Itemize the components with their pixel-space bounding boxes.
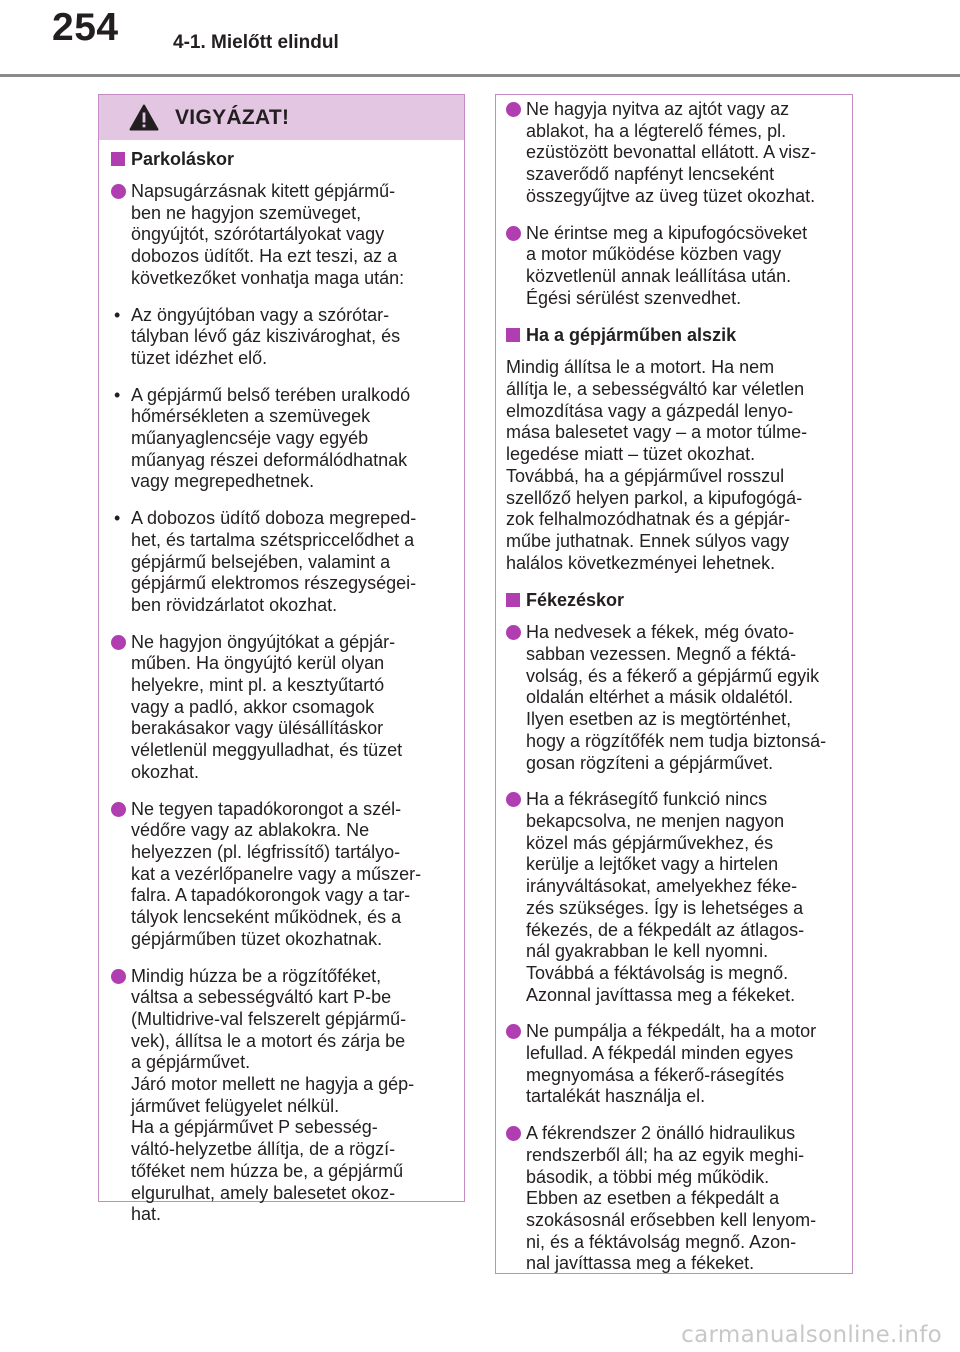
bullet-text: Ne hagyja nyitva az ajtót vagy az ablakot, ha a légterelő fémes, pl. ezüstözött bevonattal ellátott. A visz- szaverődő napfényt lencseként összegyűjtve az üveg tüzet okozhat.	[526, 99, 817, 206]
sub-item	[111, 508, 452, 617]
heading-text: Parkoláskor	[131, 149, 235, 169]
bullet-text: Mindig húzza be a rögzítőféket, váltsa a sebességváltó kart P-be (Multidrive-val felszerelt gépjármű- vek), állítsa le a motort és zárja be a gépjárművet. Járó motor mellett ne hagyja a gép- járművet felügyelet nélkül. Ha a gépjárművet P sebesség- váltó-helyzetbe állítja, de a rögzí- tőféket nem húzza be, a gépjármű elgurulhat, amely balesetet okoz- hat.	[131, 965, 415, 1225]
round-bullet-icon	[506, 1024, 521, 1039]
bullet-item	[111, 181, 452, 290]
bullet-item	[506, 622, 840, 774]
square-bullet-icon	[111, 152, 125, 166]
round-bullet-icon	[506, 1126, 521, 1141]
bullet-item	[506, 99, 840, 208]
bullet-item	[111, 966, 452, 1226]
bullet-text: Ne érintse meg a kipufogócsöveket a motor működése közben vagy közvetlenül annak leállítása után. Égési sérülést szenvedhet.	[526, 222, 808, 308]
round-bullet-icon	[111, 802, 126, 817]
warning-box-right	[495, 94, 853, 1274]
warning-box-left	[98, 94, 465, 1225]
sub-text: A dobozos üdítő doboza megreped- het, és tartalma szétspriccelődhet a gépjármű belsejében, valamint a gépjármű elektromos részegységei- ben rövidzárlatot okozhat.	[131, 508, 417, 615]
bullet-item	[506, 1021, 840, 1108]
square-bullet-icon	[506, 328, 520, 342]
bullet-item	[506, 223, 840, 310]
sub-text: Az öngyújtóban vagy a szórótar- tályban lévő gáz kiszivároghat, és tüzet idézhet elő.	[131, 304, 401, 368]
round-bullet-icon	[506, 625, 521, 640]
bullet-item	[111, 632, 452, 784]
bullet-text: Ha nedvesek a fékek, még óvato- sabban vezessen. Megnő a féktá- volság, és a fékerő a gépjármű egyik oldalán eltérhet a másik oldalétól. Ilyen esetben az is megtörténhet, hogy a rögzítőfék nem tudja biztonsá- gosan rögzíteni a gépjárművet.	[526, 622, 827, 773]
square-bullet-icon	[506, 593, 520, 607]
warning-content-right	[496, 95, 852, 1275]
bullet-text: Ne hagyjon öngyújtókat a gépjár- műben. Ha öngyújtó kerül olyan helyekre, mint pl. a kesztyűtartó vagy a padló, akkor csomagok berakásakor vagy ülésállításkor véletlenül meggyulladhat, és tüzet okozhat.	[131, 631, 403, 782]
bullet-text: A fékrendszer 2 önálló hidraulikus rendszerből áll; ha az egyik meghi- básodik, a többi még működik. Ebben az esetben a fékpedált a szokásosnál erősebben kell lenyom- ni, és a féktávolság megnő. Azon- nal javíttassa meg a fékeket.	[526, 1123, 817, 1274]
bullet-text: Ha a fékrásegítő funkció nincs bekapcsolva, ne menjen nagyon közel más gépjárművekhez, és kerülje a lejtőket vagy a hirtelen irányváltásokat, amelyekhez féke- zés szükséges. Így is lehetséges a fékezés, de a fékpedált az átlagos- nál gyakrabban le kell nyomni. Továbbá a féktávolság is megnő. Azonnal javíttassa meg a fékeket.	[526, 789, 805, 1005]
bullet-item	[111, 799, 452, 951]
warning-title: VIGYÁZAT!	[175, 105, 290, 129]
watermark-url: carmanualsonline.info	[681, 1322, 942, 1348]
section-heading-braking	[506, 589, 840, 611]
warning-triangle-icon	[129, 104, 159, 131]
heading-text: Fékezéskor	[526, 590, 625, 611]
sub-item	[111, 305, 452, 370]
bullet-text: Ne tegyen tapadókorongot a szél- védőre vagy az ablakokra. Ne helyezzen (pl. légfrissítő) tartályo- kat a vezérlőpanelre vagy a műszer- falra. A tapadókorongok vagy a tar- tályok lencseként működnek, és a gépjárműben tüzet okozhatnak.	[131, 798, 422, 949]
bullet-item	[506, 789, 840, 1006]
sub-bullet-marker: •	[114, 508, 121, 529]
round-bullet-icon	[506, 792, 521, 807]
warning-content-left	[99, 140, 464, 1226]
sub-bullet-marker: •	[114, 304, 121, 325]
section-heading-parking	[111, 148, 452, 170]
round-bullet-icon	[506, 102, 521, 117]
round-bullet-icon	[111, 184, 126, 199]
bullet-text: Ne pumpálja a fékpedált, ha a motor lefullad. A fékpedál minden egyes megnyomása a fékerő-rásegítés tartalékát használja el.	[526, 1021, 817, 1107]
paragraph: Mindig állítsa le a motort. Ha nem állítja le, a sebességváltó kar véletlen elmozdítása vagy a gázpedál lenyo- mása balesetet vagy – a motor túlme- legedése miatt – tüzet okozhat. Továbbá, ha a gépjárművel rosszul szellőző helyen parkol, a kipufogógá- zok felhalmozódhatnak és a gépjár- műbe juthatnak. Ennek súlyos vagy halálos következményei lehetnek.	[506, 357, 808, 573]
round-bullet-icon	[111, 969, 126, 984]
section-title: 4-1. Mielőtt elindul	[173, 32, 339, 53]
warning-header	[99, 95, 464, 140]
round-bullet-icon	[506, 226, 521, 241]
bullet-item	[506, 1123, 840, 1275]
section-heading-sleeping	[506, 324, 840, 346]
sub-item	[111, 385, 452, 494]
sub-bullet-marker: •	[114, 384, 121, 405]
header-divider	[0, 74, 960, 77]
heading-text: Ha a gépjárműben alszik	[526, 325, 737, 346]
sub-text: A gépjármű belső terében uralkodó hőmérsékleten a szemüvegek műanyaglencséje vagy egyéb műanyag részei deformálódhatnak vagy megrepedhetnek.	[131, 384, 411, 492]
round-bullet-icon	[111, 635, 126, 650]
page-number: 254	[52, 6, 119, 49]
bullet-text: Napsugárzásnak kitett gépjármű- ben ne hagyjon szemüveget, öngyújtót, szórótartályokat vagy dobozos üdítőt. Ha ezt teszi, az a következőket vonhatja maga után:	[131, 181, 405, 288]
